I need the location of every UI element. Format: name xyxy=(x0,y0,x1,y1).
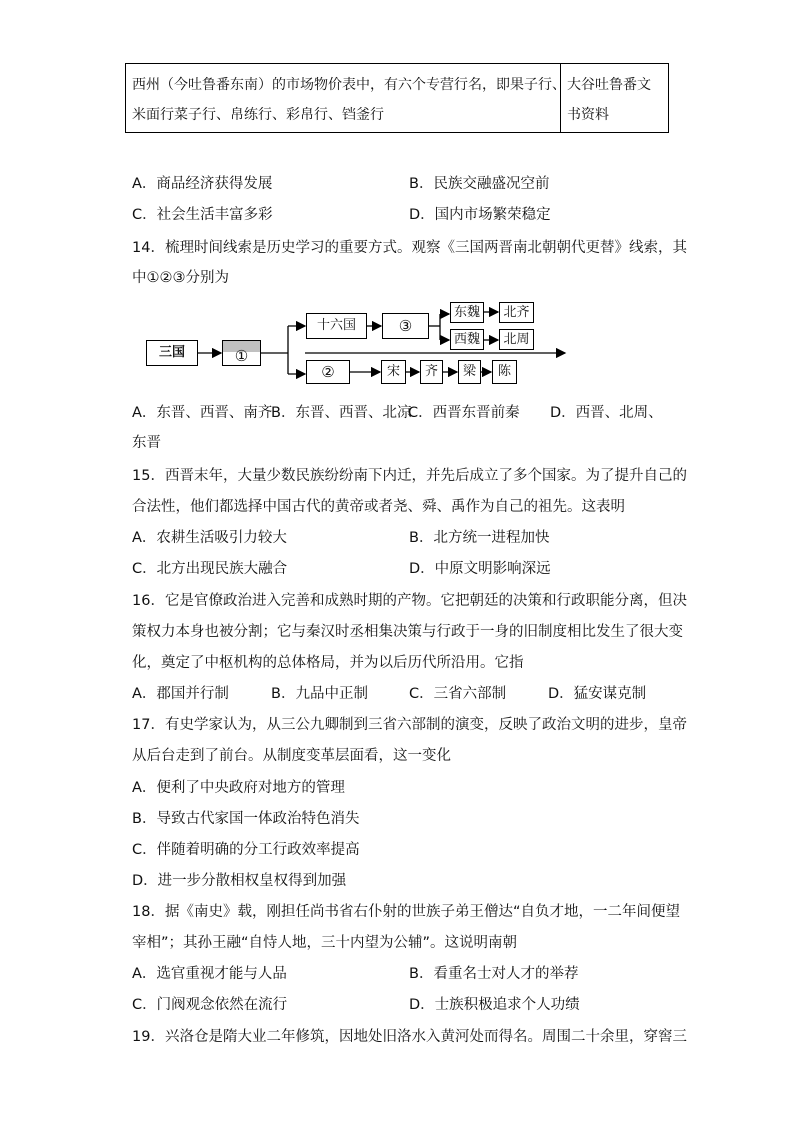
q13-option-a[interactable]: A．商品经济获得发展 xyxy=(132,176,273,192)
q17-stem-line2: 从后台走到了前台。从制度变革层面看，这一变化 xyxy=(132,748,451,764)
q15-option-c[interactable]: C．北方出现民族大融合 xyxy=(132,561,288,577)
box-beizhou: 北周 xyxy=(499,329,534,350)
q16-option-c[interactable]: C．三省六部制 xyxy=(409,686,507,702)
q16-stem-line3: 化，奠定了中枢机构的总体格局，并为以后历代所沿用。它指 xyxy=(132,655,524,671)
box-sanguo: 三国 xyxy=(146,340,198,366)
q16-stem-line1: 16．它是官僚政治进入完善和成熟时期的产物。它把朝廷的决策和行政职能分离，但决 xyxy=(132,593,687,609)
table-source-line1: 大谷吐鲁番文 xyxy=(567,77,651,93)
q18-option-d[interactable]: D．士族积极追求个人功绩 xyxy=(409,997,580,1013)
box-qi: 齐 xyxy=(420,360,443,384)
q17-option-d[interactable]: D．进一步分散相权皇权得到加强 xyxy=(132,873,347,889)
box-song: 宋 xyxy=(381,360,406,384)
q18-stem-line1: 18．据《南史》载，刚担任尚书省右仆射的世族子弟王僧达“自负才地，一二年间便望 xyxy=(132,904,680,920)
q16-stem-line2: 策权力本身也被分割；它与秦汉时丞相集决策与行政于一身的旧制度相比发生了很大变 xyxy=(132,624,683,640)
q16-option-a[interactable]: A．郡国并行制 xyxy=(132,686,229,702)
q14-option-d-cont: 东晋 xyxy=(132,435,161,451)
q16-option-d[interactable]: D．猛安谋克制 xyxy=(548,686,647,702)
box-blank-3: ③ xyxy=(382,313,429,339)
q17-stem-line1: 17．有史学家认为，从三公九卿制到三省六部制的演变，反映了政治文明的进步，皇帝 xyxy=(132,717,687,733)
q18-stem-line2: 宰相”；其孙王融“自恃人地，三十内望为公辅”。这说明南朝 xyxy=(132,935,518,951)
q14-stem-line1: 14．梳理时间线索是历史学习的重要方式。观察《三国两晋南北朝朝代更替》线索，其 xyxy=(132,240,687,256)
q18-option-a[interactable]: A．选官重视才能与人品 xyxy=(132,966,287,982)
q15-stem-line1: 15．西晋末年，大量少数民族纷纷南下内迁，并先后成立了多个国家。为了提升自己的 xyxy=(132,468,687,484)
q18-option-c[interactable]: C．门阀观念依然在流行 xyxy=(132,997,288,1013)
q15-stem-line2: 合法性，他们都选择中国古代的黄帝或者尧、舜、禹作为自己的祖先。这表明 xyxy=(132,499,625,515)
q13-option-b[interactable]: B．民族交融盛况空前 xyxy=(409,176,550,192)
q18-option-b[interactable]: B．看重名士对人才的举荐 xyxy=(409,966,579,982)
box-xiwei: 西魏 xyxy=(450,329,484,350)
q16-option-b[interactable]: B．九品中正制 xyxy=(271,686,368,702)
table-content-line1: 西州（今吐鲁番东南）的市场物价表中，有六个专营行名，即果子行、 xyxy=(132,77,566,93)
timeline-arrows xyxy=(0,0,794,400)
q17-option-c[interactable]: C．伴随着明确的分工行政效率提高 xyxy=(132,842,360,858)
box-blank-1: ① xyxy=(222,340,261,366)
box-shiliuguo: 十六国 xyxy=(306,313,367,339)
q14-option-d[interactable]: D．西晋、北周、 xyxy=(550,405,663,421)
box-chen: 陈 xyxy=(492,360,517,384)
q13-option-d[interactable]: D．国内市场繁荣稳定 xyxy=(409,207,551,223)
box-liang: 梁 xyxy=(458,360,481,384)
q15-option-b[interactable]: B．北方统一进程加快 xyxy=(409,530,550,546)
q14-option-b[interactable]: B．东晋、西晋、北凉 xyxy=(271,405,412,421)
box-dongwei: 东魏 xyxy=(450,302,484,323)
box-blank-2: ② xyxy=(306,360,350,384)
q13-option-c[interactable]: C．社会生活丰富多彩 xyxy=(132,207,273,223)
q14-stem-line2: 中①②③分别为 xyxy=(132,270,229,286)
table-content-line2: 米面行菜子行、帛练行、彩帛行、铛釜行 xyxy=(132,107,384,123)
q17-option-b[interactable]: B．导致古代家国一体政治特色消失 xyxy=(132,811,360,827)
box-beiqi: 北齐 xyxy=(499,302,534,323)
q14-option-a[interactable]: A．东晋、西晋、南齐 xyxy=(132,405,273,421)
q19-stem-line1: 19．兴洛仓是隋大业二年修筑，因地处旧洛水入黄河处而得名。周围二十余里，穿窖三 xyxy=(132,1029,687,1045)
q15-option-d[interactable]: D．中原文明影响深远 xyxy=(409,561,551,577)
q15-option-a[interactable]: A．农耕生活吸引力较大 xyxy=(132,530,287,546)
dynasty-timeline-diagram xyxy=(0,0,794,400)
table-source-line2: 书资料 xyxy=(567,107,609,123)
q14-option-c[interactable]: C．西晋东晋前秦 xyxy=(408,405,520,421)
q17-option-a[interactable]: A．便利了中央政府对地方的管理 xyxy=(132,780,345,796)
